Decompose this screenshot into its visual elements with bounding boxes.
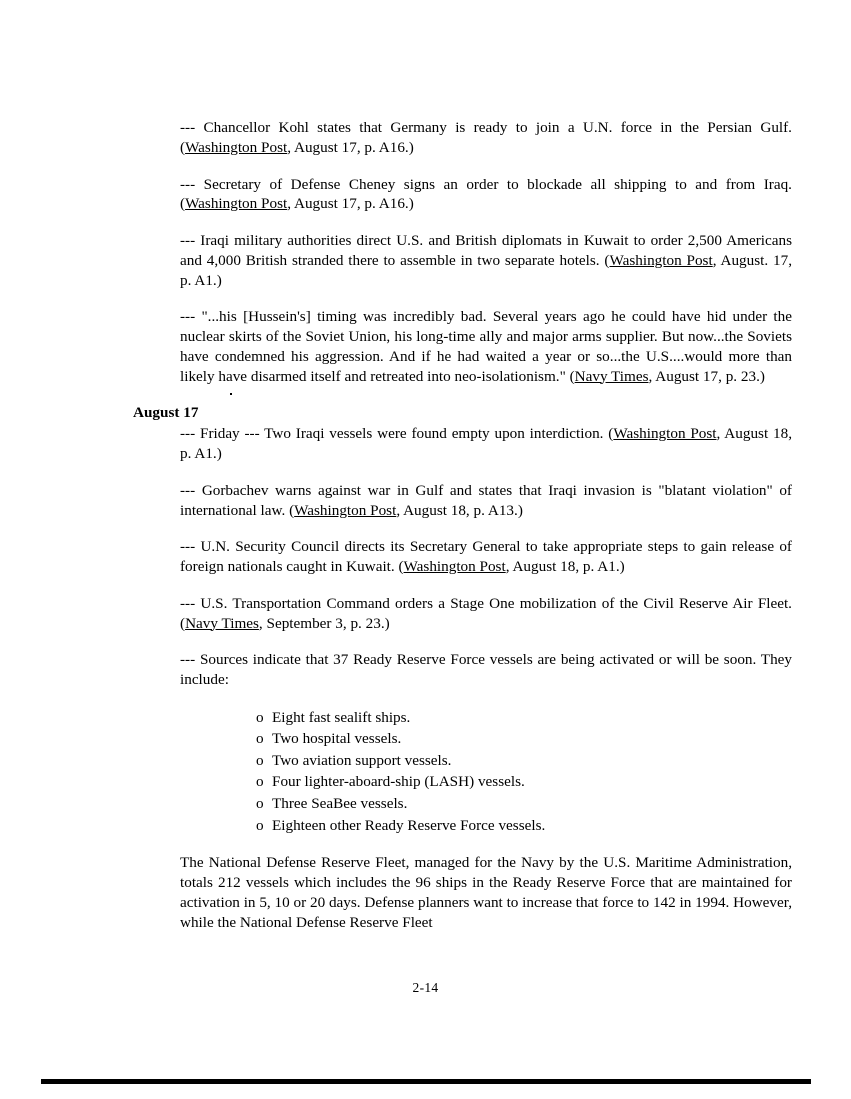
list-item-label: Two aviation support vessels. (272, 751, 452, 769)
bullet-marker: o (256, 795, 264, 813)
entry-text: U.S. Transportation Command orders a Stage One mobilization of the Civil Reserve Air Fleet. ( (180, 594, 792, 632)
list-item (256, 750, 792, 772)
source-citation: Washington Post (613, 425, 717, 443)
entry-dash: --- (180, 594, 201, 612)
dated-section (133, 403, 792, 933)
entry-dash: --- (180, 481, 202, 499)
bullet-marker: o (256, 773, 264, 791)
bullet-marker: o (256, 816, 264, 834)
entry-text: Chancellor Kohl states that Germany is ready to join a U.N. force in the Persian Gulf. ( (180, 119, 792, 156)
entry-dash: --- (180, 651, 200, 669)
entry-dash: --- (180, 119, 204, 136)
source-citation: Washington Post (185, 138, 288, 156)
source-citation: Navy Times (185, 614, 259, 632)
entry-paragraph (180, 537, 792, 577)
entry-text-tail: , August 18, p. A1.) (180, 425, 792, 462)
entry-text: Friday --- Two Iraqi vessels were found empty upon interdiction. ( (200, 425, 614, 443)
entry-text-tail: , August. 17, p. A1.) (180, 251, 792, 289)
list-item (256, 793, 792, 815)
source-citation: Washington Post (185, 195, 288, 213)
list-item (256, 728, 792, 750)
list-item (256, 815, 792, 837)
entry-text-tail: , August 17, p. A16.) (287, 138, 414, 156)
entry-text-tail: , August 17, p. A16.) (287, 195, 414, 213)
source-citation: Washington Post (609, 251, 713, 269)
entry-text-tail: , September 3, p. 23.) (258, 614, 390, 632)
entry-dash: --- (180, 538, 201, 556)
entry-text: Secretary of Defense Cheney signs an order to blockade all shipping to and from Iraq. ( (180, 175, 792, 213)
entry-paragraph (180, 231, 792, 290)
bullet-marker: o (256, 730, 264, 748)
entry-paragraph (180, 424, 792, 464)
document-body (133, 118, 792, 933)
entry-paragraph (180, 594, 792, 634)
entry-text-tail: , August 18, p. A1.) (505, 558, 625, 575)
entry-text-tail: , August 17, p. 23.) (648, 367, 765, 385)
entry-text: "...his [Hussein's] timing was incredibly bad. Several years ago he could have hid under the nuclear skirts of the Soviet Union, his long-time ally and major arms supplier. But now...the Soviets have condemned his aggression. And if he had waited a year or so...the U.S....would more than likely have disarmed itself and retreated into neo-isolationism." ( (180, 308, 792, 385)
list-item-label: Three SeaBee vessels. (272, 795, 408, 813)
scan-edge-bar (41, 1079, 811, 1084)
page-number: 2-14 (412, 980, 439, 995)
entry-paragraph (180, 481, 792, 521)
list-item-label: Four lighter-aboard-ship (LASH) vessels. (272, 773, 525, 791)
bullet-marker: o (256, 751, 264, 769)
closing-paragraph: The National Defense Reserve Fleet, managed for the Navy by the U.S. Maritime Administration, totals 212 vessels which includes the 96 ships in the Ready Reserve Force that are maintained for activation in 5, 10 or 20 days. Defense planners want to increase that force to 142 in 1994. However, while the National Defense Reserve Fleet (180, 854, 792, 932)
entry-dash: --- (180, 232, 201, 249)
date-heading: August 17 (133, 404, 199, 422)
source-citation: Navy Times (574, 367, 649, 385)
entry-text: Sources indicate that 37 Ready Reserve Force vessels are being activated or will be soon. They include: (180, 651, 792, 688)
entry-dash: --- (180, 308, 202, 326)
list-item (256, 771, 792, 793)
entry-paragraph (180, 307, 792, 386)
entry-dash: --- (180, 175, 204, 193)
entry-text: U.N. Security Council directs its Secretary General to take appropriate steps to gain release of foreign nationals caught in Kuwait. ( (180, 538, 792, 575)
vessel-list (180, 707, 792, 836)
source-citation: Washington Post (403, 558, 506, 575)
entry-text-tail: , August 18, p. A13.) (396, 501, 523, 519)
list-item (256, 707, 792, 729)
entry-text: Iraqi military authorities direct U.S. and British diplomats in Kuwait to order 2,500 Americans and 4,000 British stranded there to assemble in two separate hotels. ( (180, 232, 792, 269)
entry-paragraph (180, 175, 792, 215)
list-item-label: Eight fast sealift ships. (272, 708, 411, 726)
entry-dash: --- (180, 425, 200, 443)
bullet-marker: o (256, 708, 264, 726)
source-citation: Washington Post (294, 501, 397, 519)
entry-paragraph (180, 118, 792, 158)
list-item-label: Two hospital vessels. (272, 730, 402, 748)
stray-ink-mark (230, 393, 232, 395)
entry-paragraph (180, 650, 792, 690)
entry-text: Gorbachev warns against war in Gulf and states that Iraqi invasion is "blatant violation" of international law. ( (180, 481, 792, 519)
list-item-label: Eighteen other Ready Reserve Force vessels. (272, 816, 546, 834)
